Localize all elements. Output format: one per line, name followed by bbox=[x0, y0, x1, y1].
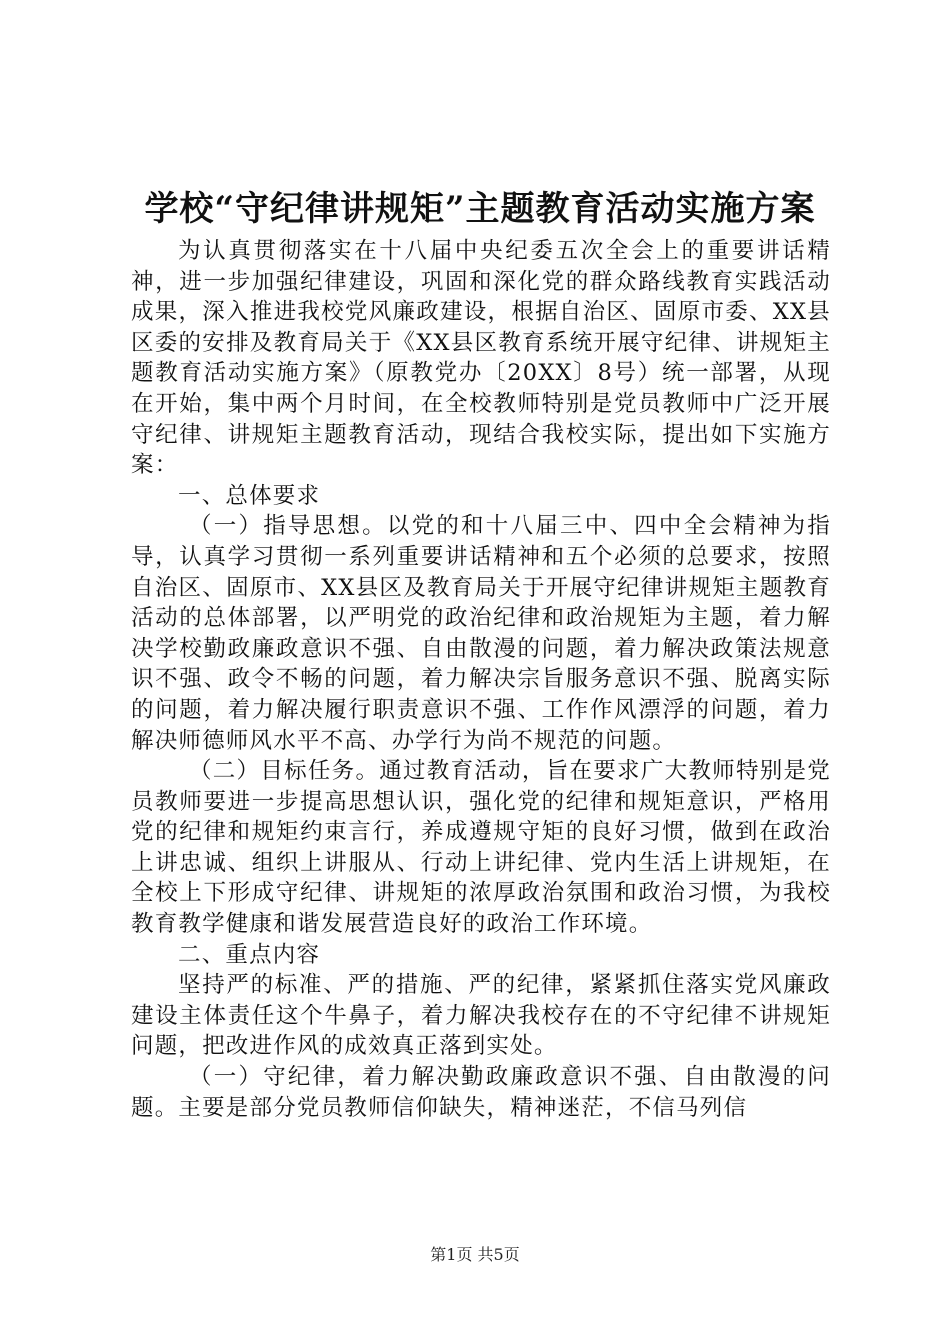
paragraph-goals-tasks: （二）目标任务。通过教育活动，旨在要求广大教师特别是党员教师要进一步提高思想认识，强化党的纪律和规矩意识，严格用党的纪律和规矩约束言行，养成遵规守矩的良好习惯，做到在政治上讲忠诚、组织上讲服从、行动上讲纪律、党内生活上讲规矩，在全校上下形成守纪律、讲规矩的浓厚政治氛围和政治习惯，为我校教育教学健康和谐发展营造良好的政治工作环境。 bbox=[131, 758, 831, 938]
paragraph-guiding-ideology: （一）指导思想。以党的和十八届三中、四中全会精神为指导，认真学习贯彻一系列重要讲话精神和五个必须的总要求，按照自治区、固原市、XX县区及教育局关于开展守纪律讲规矩主题教育活动的总体部署，以严明党的政治纪律和政治规矩为主题，着力解决学校勤政廉政意识不强、自由散漫的问题，着力解决政策法规意识不强、政令不畅的问题，着力解决宗旨服务意识不强、脱离实际的问题，着力解决履行职责意识不强、工作作风漂浮的问题，着力解决师德师风水平不高、办学行为尚不规范的问题。 bbox=[131, 513, 831, 754]
document-title: 学校“守纪律讲规矩”主题教育活动实施方案 bbox=[144, 189, 816, 229]
section-heading-key-content: 二、重点内容 bbox=[178, 941, 321, 968]
page-footer: 第1页 共5页 bbox=[430, 1245, 520, 1264]
paragraph-key-content: 坚持严的标准、严的措施、严的纪律，紧紧抓住落实党风廉政建设主体责任这个牛鼻子，着力解决我校存在的不守纪律不讲规矩问题，把改进作风的成效真正落到实处。 bbox=[131, 972, 831, 1060]
paragraph-discipline: （一）守纪律，着力解决勤政廉政意识不强、自由散漫的问题。主要是部分党员教师信仰缺失，精神迷茫，不信马列信 bbox=[131, 1064, 831, 1121]
paragraph-intro: 为认真贯彻落实在十八届中央纪委五次全会上的重要讲话精神，进一步加强纪律建设，巩固和深化党的群众路线教育实践活动成果，深入推进我校党风廉政建设，根据自治区、固原市委、XX县区委的安排及教育局关于《XX县区教育系统开展守纪律、讲规矩主题教育活动实施方案》（原教党办〔20XX〕8号）统一部署，从现在开始，集中两个月时间，在全校教师特别是党员教师中广泛开展守纪律、讲规矩主题教育活动，现结合我校实际，提出如下实施方案： bbox=[131, 238, 831, 479]
section-heading-overall-requirements: 一、总体要求 bbox=[178, 482, 321, 509]
document-body bbox=[131, 236, 831, 1123]
